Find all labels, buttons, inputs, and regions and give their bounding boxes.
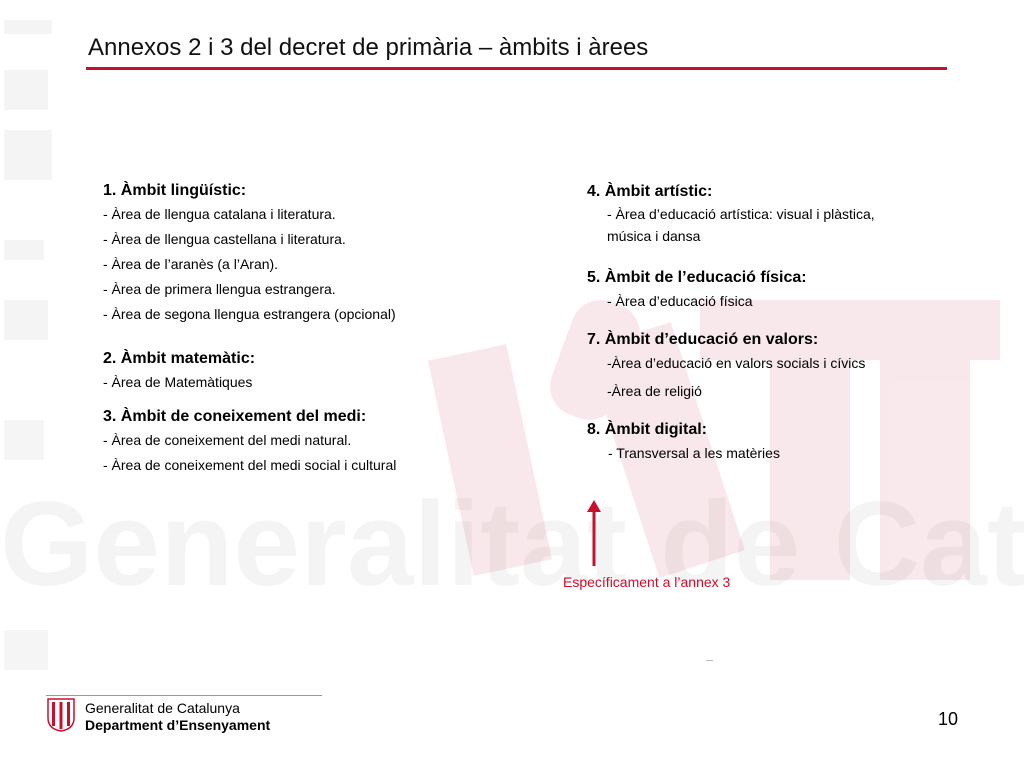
list-item: - Àrea de l’aranès (a l’Aran).	[103, 256, 279, 272]
department-name: Department d’Ensenyament	[85, 717, 271, 733]
list-item: - Àrea de llengua catalana i literatura.	[103, 206, 336, 222]
annotation-note: Específicament a l’annex 3	[563, 574, 731, 590]
section-heading: 3. Àmbit de coneixement del medi:	[103, 408, 367, 425]
section-ambit-artistic	[587, 181, 947, 247]
list-item: - Àrea de coneixement del medi social i cultural	[103, 457, 397, 473]
section-ambit-educacio-fisica	[587, 267, 947, 314]
org-name: Generalitat de Catalunya	[85, 700, 240, 716]
section-heading: 5. Àmbit de l’educació física:	[587, 269, 807, 286]
left-column	[103, 180, 503, 478]
section-ambit-linguistic	[103, 180, 503, 327]
section-heading: 7. Àmbit d’educació en valors:	[587, 331, 819, 348]
list-item: -Àrea d’educació en valors socials i cívics	[607, 355, 866, 371]
slide-title: Annexos 2 i 3 del decret de primària – àmbits i àrees	[88, 34, 649, 61]
generalitat-shield-icon	[47, 698, 75, 732]
section-ambit-coneixement-medi	[103, 406, 503, 478]
right-column	[587, 181, 947, 466]
page-number: 10	[938, 709, 959, 729]
list-item: - Àrea de coneixement del medi natural.	[103, 432, 352, 448]
footer-divider	[46, 695, 322, 696]
up-arrow-icon	[584, 500, 604, 568]
list-item: - Àrea d’educació física	[607, 293, 753, 309]
list-item: - Àrea de llengua castellana i literatura.	[103, 231, 346, 247]
section-heading: 2. Àmbit matemàtic:	[103, 350, 256, 367]
section-ambit-matematic	[103, 348, 503, 395]
section-ambit-digital	[587, 419, 947, 466]
section-ambit-educacio-valors	[587, 329, 947, 406]
divider	[706, 660, 713, 661]
list-item: - Transversal a les matèries	[608, 445, 780, 461]
list-item: -Àrea de religió	[607, 383, 702, 399]
list-item: - Àrea de segona llengua estrangera (opcional)	[103, 306, 396, 322]
section-heading: 1. Àmbit lingüístic:	[103, 182, 247, 199]
watermark-text	[0, 477, 1024, 611]
list-item: - Àrea d’educació artística: visual i plàstica, música i dansa	[607, 206, 875, 244]
section-heading: 4. Àmbit artístic:	[587, 183, 713, 200]
title-underline	[86, 67, 947, 70]
list-item: - Àrea de Matemàtiques	[103, 374, 253, 390]
section-heading: 8. Àmbit digital:	[587, 421, 707, 438]
list-item: - Àrea de primera llengua estrangera.	[103, 281, 336, 297]
